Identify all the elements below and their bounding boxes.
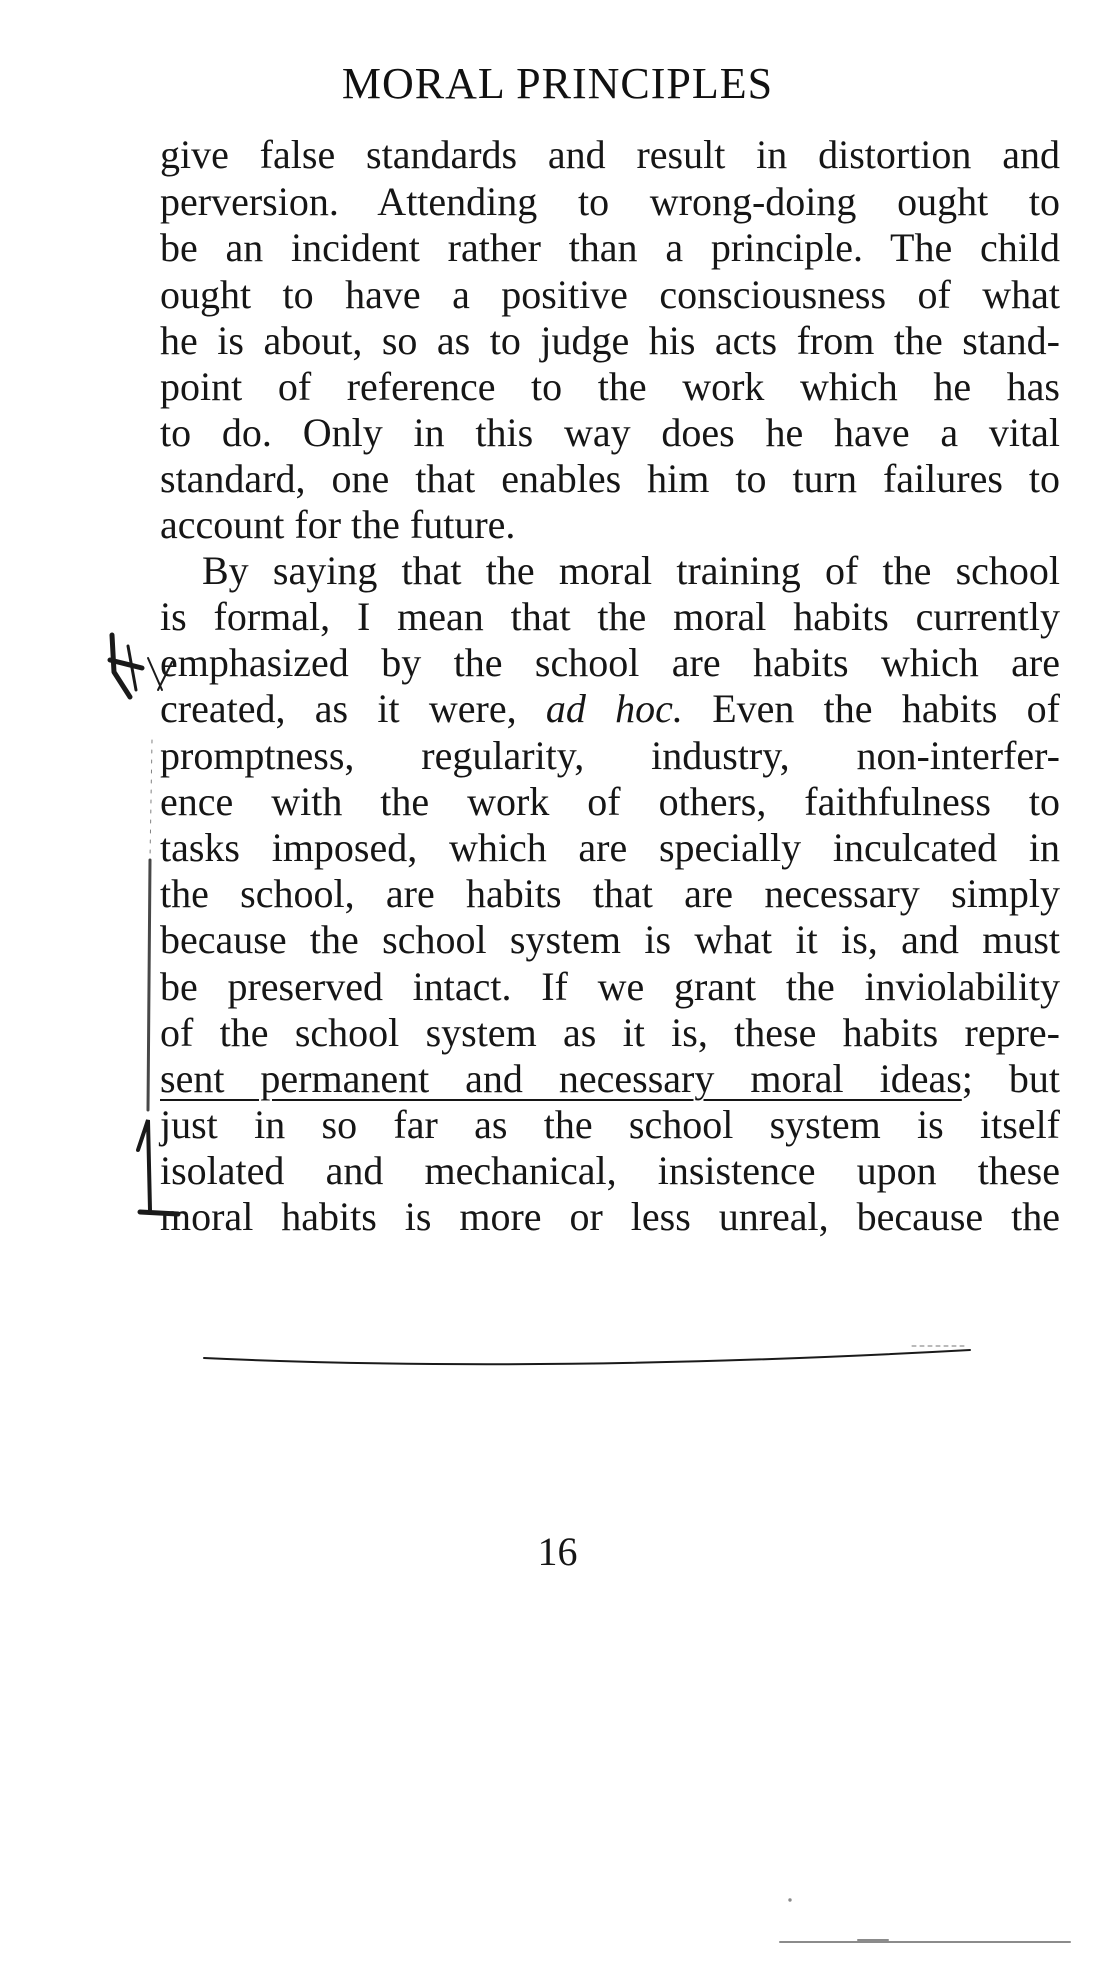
- italic-phrase: ad hoc.: [545, 686, 683, 731]
- text-line: the school, are habits that are necessary simply: [160, 871, 1060, 916]
- underline-stroke-icon: [204, 1346, 970, 1364]
- text-line: be preserved intact. If we grant the inviolability: [160, 964, 1060, 1009]
- underlined-phrase: sent permanent and necessary moral ideas: [160, 1056, 962, 1101]
- text-segment: Even the habits of: [682, 686, 1060, 731]
- text-line: ought to have a positive consciousness of what: [160, 272, 1060, 317]
- running-head: MORAL PRINCIPLES: [341, 59, 774, 108]
- text-line: just in so far as the school system is itself: [160, 1102, 1060, 1147]
- text-line: promptness, regularity, industry, non-interfer-: [160, 733, 1060, 778]
- text-line: emphasized by the school are habits which are: [160, 640, 1060, 685]
- text-line: give false standards and result in distortion and: [160, 132, 1060, 177]
- page-number: 16: [537, 1529, 578, 1574]
- text-line: perversion. Attending to wrong-doing ought to: [160, 179, 1060, 224]
- text-line: isolated and mechanical, insistence upon these: [160, 1148, 1060, 1193]
- text-line: By saying that the moral training of the school: [202, 548, 1060, 593]
- text-line: moral habits is more or less unreal, because the: [160, 1194, 1060, 1239]
- text-line: account for the future.: [160, 502, 516, 547]
- text-line: be an incident rather than a principle. The child: [160, 225, 1060, 270]
- text-line: ence with the work of others, faithfulness to: [160, 779, 1060, 824]
- speck-marks-icon: [780, 1899, 1070, 1942]
- text-line: point of reference to the work which he has: [160, 364, 1060, 409]
- text-line: of the school system as it is, these habits repre-: [160, 1010, 1060, 1055]
- text-line: standard, one that enables him to turn failures to: [160, 456, 1060, 501]
- text-line: is formal, I mean that the moral habits currently: [160, 594, 1060, 639]
- text-line: to do. Only in this way does he have a vital: [160, 410, 1060, 455]
- text-line: tasks imposed, which are specially inculcated in: [160, 825, 1060, 870]
- text-segment: ; but: [961, 1056, 1060, 1101]
- text-line: he is about, so as to judge his acts from the stand-: [160, 318, 1060, 363]
- text-segment: created, as it were,: [160, 686, 546, 731]
- text-line: because the school system is what it is, and must: [160, 917, 1060, 962]
